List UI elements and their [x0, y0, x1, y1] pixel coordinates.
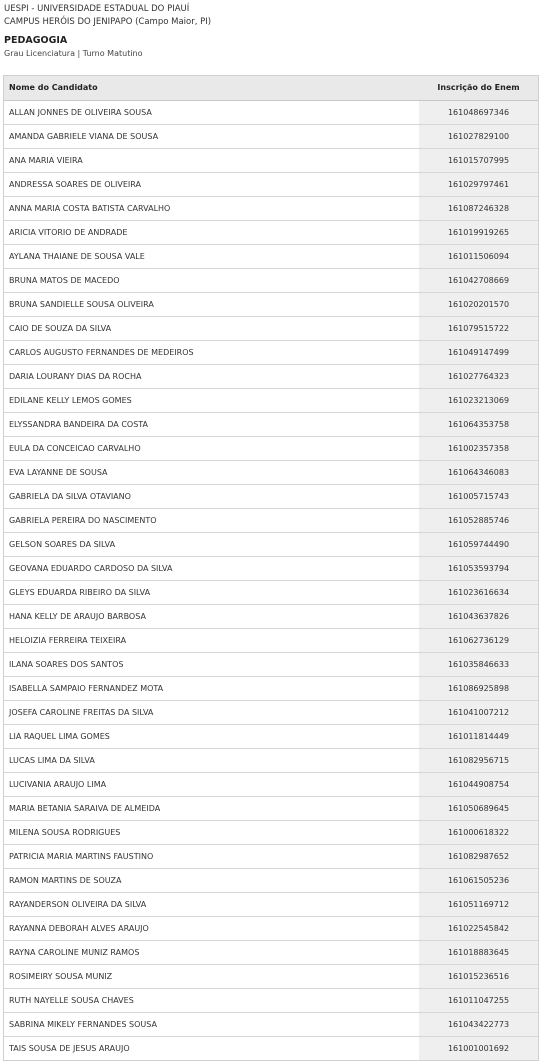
campus-name: CAMPUS HERÓIS DO JENIPAPO (Campo Maior, PI): [4, 17, 212, 27]
enem-registration: 161001001692: [419, 1037, 538, 1060]
table-row: [4, 989, 538, 1013]
table-row: [4, 413, 538, 437]
enem-registration: 161011047255: [419, 989, 538, 1012]
table-row: [4, 461, 538, 485]
table-row: [4, 965, 538, 989]
candidate-name: TAIS SOUSA DE JESUS ARAUJO: [4, 1037, 419, 1060]
candidate-name: EVA LAYANNE DE SOUSA: [4, 461, 419, 484]
enem-registration: 161011506094: [419, 245, 538, 268]
table-row: [4, 821, 538, 845]
enem-registration: 161043637826: [419, 605, 538, 628]
candidate-name: ELYSSANDRA BANDEIRA DA COSTA: [4, 413, 419, 436]
enem-registration: 161000618322: [419, 821, 538, 844]
enem-registration: 161019919265: [419, 221, 538, 244]
candidate-name: RAYANDERSON OLIVEIRA DA SILVA: [4, 893, 419, 916]
table-header: [4, 76, 538, 101]
candidate-name: SABRINA MIKELY FERNANDES SOUSA: [4, 1013, 419, 1036]
candidate-name: ALLAN JONNES DE OLIVEIRA SOUSA: [4, 101, 419, 124]
enem-registration: 161027764323: [419, 365, 538, 388]
table-row: [4, 941, 538, 965]
table-row: [4, 701, 538, 725]
table-row: [4, 341, 538, 365]
candidate-name: ANA MARIA VIEIRA: [4, 149, 419, 172]
candidate-name: MILENA SOUSA RODRIGUES: [4, 821, 419, 844]
enem-registration: 161087246328: [419, 197, 538, 220]
enem-registration: 161061505236: [419, 869, 538, 892]
enem-registration: 161015236516: [419, 965, 538, 988]
enem-registration: 161011814449: [419, 725, 538, 748]
enem-registration: 161043422773: [419, 1013, 538, 1036]
enem-registration: 161048697346: [419, 101, 538, 124]
table-row: [4, 581, 538, 605]
candidate-name: ARICIA VITORIO DE ANDRADE: [4, 221, 419, 244]
table-row: [4, 389, 538, 413]
enem-registration: 161023616634: [419, 581, 538, 604]
enem-registration: 161015707995: [419, 149, 538, 172]
table-row: [4, 101, 538, 125]
table-row: [4, 845, 538, 869]
enem-registration: 161049147499: [419, 341, 538, 364]
candidate-name: RAMON MARTINS DE SOUZA: [4, 869, 419, 892]
table-row: [4, 917, 538, 941]
candidate-name: LIA RAQUEL LIMA GOMES: [4, 725, 419, 748]
table-row: [4, 725, 538, 749]
enem-registration: 161020201570: [419, 293, 538, 316]
table-row: [4, 533, 538, 557]
table-row: [4, 365, 538, 389]
table-row: [4, 125, 538, 149]
enem-registration: 161029797461: [419, 173, 538, 196]
candidate-name: CAIO DE SOUZA DA SILVA: [4, 317, 419, 340]
table-row: [4, 557, 538, 581]
table-row: [4, 221, 538, 245]
table-row: [4, 293, 538, 317]
candidate-name: AYLANA THAIANE DE SOUSA VALE: [4, 245, 419, 268]
table-body: [4, 101, 538, 1060]
candidate-name: BRUNA SANDIELLE SOUSA OLIVEIRA: [4, 293, 419, 316]
candidate-name: GLEYS EDUARDA RIBEIRO DA SILVA: [4, 581, 419, 604]
candidate-name: RUTH NAYELLE SOUSA CHAVES: [4, 989, 419, 1012]
enem-registration: 161005715743: [419, 485, 538, 508]
table-row: [4, 749, 538, 773]
table-row: [4, 869, 538, 893]
enem-registration: 161027829100: [419, 125, 538, 148]
enem-registration: 161023213069: [419, 389, 538, 412]
enem-registration: 161050689645: [419, 797, 538, 820]
candidate-name: HANA KELLY DE ARAUJO BARBOSA: [4, 605, 419, 628]
candidate-name: ANDRESSA SOARES DE OLIVEIRA: [4, 173, 419, 196]
enem-registration: 161059744490: [419, 533, 538, 556]
enem-registration: 161052885746: [419, 509, 538, 532]
degree-shift: Grau Licenciatura | Turno Matutino: [4, 49, 143, 58]
candidate-name: GEOVANA EDUARDO CARDOSO DA SILVA: [4, 557, 419, 580]
table-row: [4, 677, 538, 701]
table-row: [4, 173, 538, 197]
table-row: [4, 269, 538, 293]
enem-registration: 161064353758: [419, 413, 538, 436]
course-title: PEDAGOGIA: [4, 35, 68, 46]
enem-registration: 161035846633: [419, 653, 538, 676]
candidates-table: [3, 75, 539, 1061]
candidate-name: EULA DA CONCEICAO CARVALHO: [4, 437, 419, 460]
candidate-name: PATRICIA MARIA MARTINS FAUSTINO: [4, 845, 419, 868]
enem-registration: 161002357358: [419, 437, 538, 460]
enem-registration: 161086925898: [419, 677, 538, 700]
table-row: [4, 317, 538, 341]
enem-registration: 161082956715: [419, 749, 538, 772]
enem-registration: 161064346083: [419, 461, 538, 484]
enem-registration: 161018883645: [419, 941, 538, 964]
candidate-name: GABRIELA PEREIRA DO NASCIMENTO: [4, 509, 419, 532]
table-row: [4, 1037, 538, 1060]
table-row: [4, 437, 538, 461]
candidate-name: JOSEFA CAROLINE FREITAS DA SILVA: [4, 701, 419, 724]
table-row: [4, 797, 538, 821]
table-row: [4, 245, 538, 269]
candidate-name: ISABELLA SAMPAIO FERNANDEZ MOTA: [4, 677, 419, 700]
enem-registration: 161079515722: [419, 317, 538, 340]
candidate-name: ILANA SOARES DOS SANTOS: [4, 653, 419, 676]
institution-name: UESPI - UNIVERSIDADE ESTADUAL DO PIAUÍ: [4, 4, 190, 14]
candidate-name: HELOIZIA FERREIRA TEIXEIRA: [4, 629, 419, 652]
column-header-name: Nome do Candidato: [9, 83, 98, 92]
table-row: [4, 149, 538, 173]
candidate-name: GABRIELA DA SILVA OTAVIANO: [4, 485, 419, 508]
candidate-name: RAYNA CAROLINE MUNIZ RAMOS: [4, 941, 419, 964]
table-row: [4, 1013, 538, 1037]
column-header-enem: Inscrição do Enem: [437, 83, 520, 92]
candidate-name: AMANDA GABRIELE VIANA DE SOUSA: [4, 125, 419, 148]
table-row: [4, 485, 538, 509]
candidate-name: DARIA LOURANY DIAS DA ROCHA: [4, 365, 419, 388]
table-row: [4, 605, 538, 629]
candidate-name: RAYANNA DEBORAH ALVES ARAUJO: [4, 917, 419, 940]
table-row: [4, 893, 538, 917]
table-row: [4, 509, 538, 533]
candidate-name: GELSON SOARES DA SILVA: [4, 533, 419, 556]
candidate-name: ROSIMEIRY SOUSA MUNIZ: [4, 965, 419, 988]
table-row: [4, 197, 538, 221]
enem-registration: 161082987652: [419, 845, 538, 868]
candidate-name: EDILANE KELLY LEMOS GOMES: [4, 389, 419, 412]
enem-registration: 161041007212: [419, 701, 538, 724]
enem-registration: 161022545842: [419, 917, 538, 940]
enem-registration: 161051169712: [419, 893, 538, 916]
table-row: [4, 629, 538, 653]
candidate-name: CARLOS AUGUSTO FERNANDES DE MEDEIROS: [4, 341, 419, 364]
candidate-name: BRUNA MATOS DE MACEDO: [4, 269, 419, 292]
candidate-name: MARIA BETANIA SARAIVA DE ALMEIDA: [4, 797, 419, 820]
candidate-name: LUCIVANIA ARAUJO LIMA: [4, 773, 419, 796]
enem-registration: 161062736129: [419, 629, 538, 652]
table-row: [4, 773, 538, 797]
enem-registration: 161044908754: [419, 773, 538, 796]
table-row: [4, 653, 538, 677]
enem-registration: 161053593794: [419, 557, 538, 580]
candidate-name: LUCAS LIMA DA SILVA: [4, 749, 419, 772]
enem-registration: 161042708669: [419, 269, 538, 292]
candidate-name: ANNA MARIA COSTA BATISTA CARVALHO: [4, 197, 419, 220]
page-header: [0, 0, 540, 60]
